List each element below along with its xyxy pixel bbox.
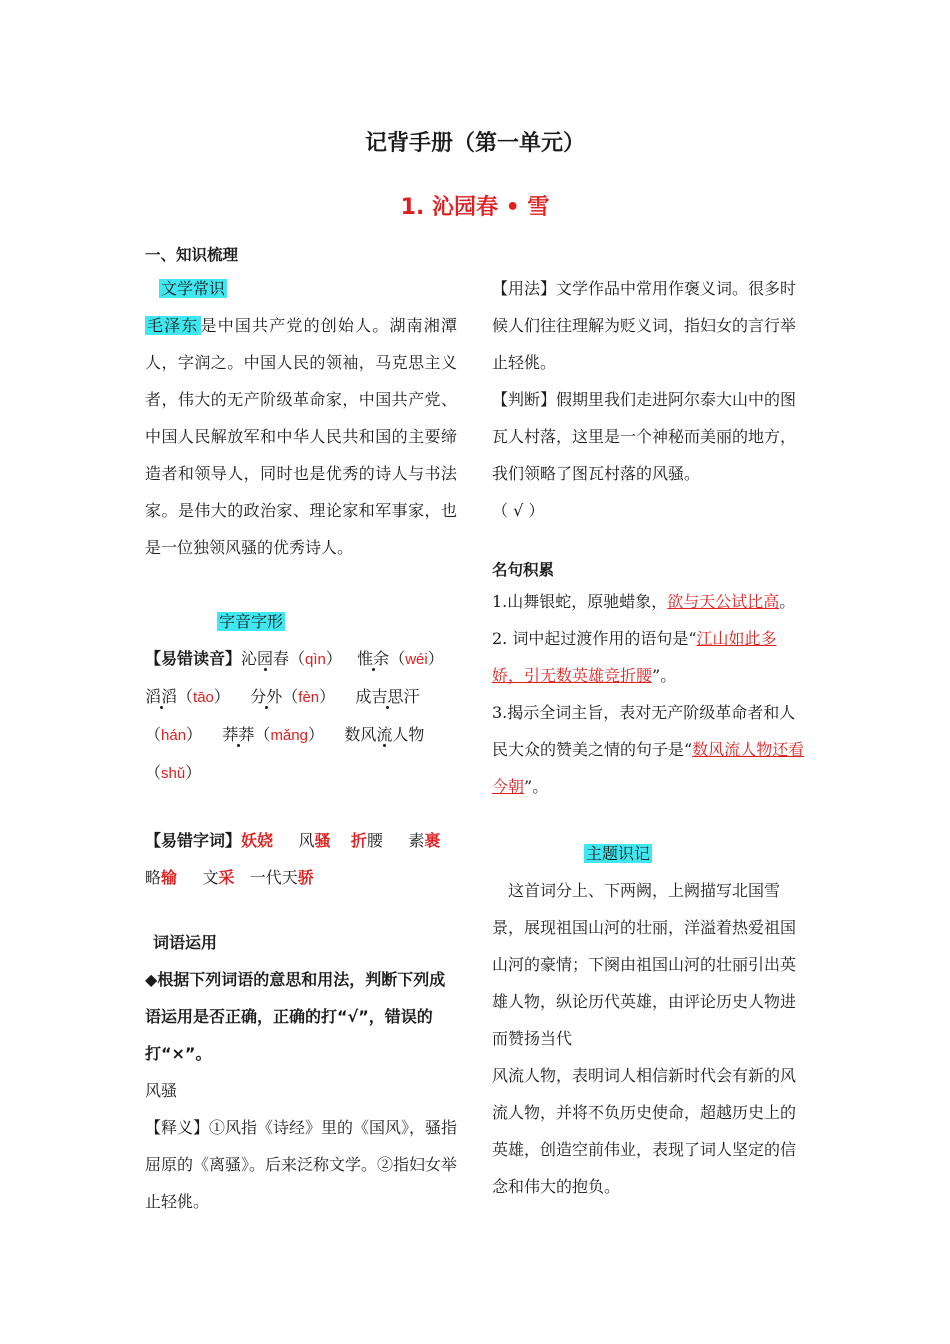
usage-meaning: 【释义】①风指《诗经》里的《国风》，骚指屈原的《离骚》。后来泛称文学。②指妇女举止轻佻。 [145,1118,458,1211]
theme-label: 主题识记 [586,844,651,863]
typo-heading: 【易错字词】 [145,831,242,850]
famous-heading: 名句积累 [492,561,555,579]
usage-word: 风骚 [145,1081,178,1100]
pron-pinyin-0: qìn [305,651,326,668]
pron-word-1: 惟余 [357,649,390,668]
lesson-title: 1. 沁园春 • 雪 [400,195,550,220]
famous-q2: 2. 词中起过渡作用的语句是“江山如此多娇，引无数英雄竞折腰”。 [492,629,777,685]
pronunciation-block: 【易错读音】沁园春（qìn） 惟余（wéi） 滔滔（tāo） 分外（fèn） 成吉思汗 （hán） 莽莽（mǎng） 数风流人物 （shǔ） [145,649,444,782]
page-title: 记背手册（第一单元） [364,131,585,156]
pron-pinyin-6: shǔ [161,765,186,782]
left-column [145,270,457,1220]
pron-word-2: 滔滔 [145,687,178,706]
theme-paragraph-1: 这首词分上、下两阙，上阙描写北国雪景，展现祖国山河的壮丽，洋溢着热爱祖国山河的豪情；下阕由祖国山河的壮丽引出英雄人物，纵论历代英雄，由评论历史人物进而赞扬当代 [492,881,797,1048]
typo-block: 【易错字词】妖娆 风骚 折腰 素裹 略输 文采 一代天骄 [145,831,441,887]
author-name: 毛泽东 [147,316,199,335]
famous-q3: 3.揭示全词主旨，表对无产阶级革命者和人民大众的赞美之情的句子是“数风流人物还看今朝”。 [492,703,805,796]
famous-answer-2: 江山如此多娇，引无数英雄竞折腰 [492,629,777,685]
literature-label: 文学常识 [161,279,226,298]
pron-word-3: 分外 [250,687,283,706]
usage-answer: （ √ ） [492,501,545,520]
section-heading: 一、知识梳理 [145,246,239,264]
pron-word-6: 数风流人物 [344,725,425,744]
pronunciation-label: 字音字形 [219,612,284,631]
pron-word-5: 莽莽 [222,725,255,744]
pron-word-0: 沁园春 [241,649,290,668]
theme-paragraph-2: 风流人物，表明词人相信新时代会有新的风流人物，并将不负历史使命，超越历史上的英雄，创造空前伟业，表现了词人坚定的信念和伟大的抱负。 [492,1066,797,1196]
famous-answer-1: 欲与天公试比高 [667,592,780,611]
pron-pinyin-5: mǎng [270,727,308,744]
pron-pinyin-1: wéi [405,651,428,668]
pronunciation-heading: 【易错读音】 [145,649,242,668]
pron-pinyin-4: hán [161,727,187,744]
right-column [492,270,806,1205]
literature-paragraph [145,307,457,566]
usage-instruction: ◆根据下列词语的意思和用法，判断下列成语运用是否正确，正确的打“√”，错误的打“×”。 [145,970,446,1063]
pron-pinyin-2: tāo [193,689,214,706]
famous-q1: 1.山舞银蛇，原驰蜡象，欲与天公试比高。 [492,592,796,611]
author-bio: 是中国共产党的创始人。湖南湘潭人，字润之。中国人民的领袖，马克思主义者，伟大的无产阶级革命家，中国共产党、中国人民解放军和中华人民共和国的主要缔造者和领导人，同时也是优秀的诗人与书法家。是伟大的政治家、理论家和军事家，也是一位独领风骚的优秀诗人。 [145,316,457,557]
usage-use: 【用法】文学作品中常用作褒义词。很多时候人们往往理解为贬义词，指妇女的言行举止轻佻。 [492,279,797,372]
usage-judge: 【判断】假期里我们走进阿尔泰大山中的图瓦人村落，这里是一个神秘而美丽的地方，我们领略了图瓦村落的风骚。 [492,390,797,483]
pron-pinyin-3: fèn [298,689,320,706]
usage-heading: 词语运用 [153,933,218,952]
pron-word-4: 成吉思汗 [355,687,420,706]
famous-answer-3: 数风流人物还看今朝 [492,740,805,796]
